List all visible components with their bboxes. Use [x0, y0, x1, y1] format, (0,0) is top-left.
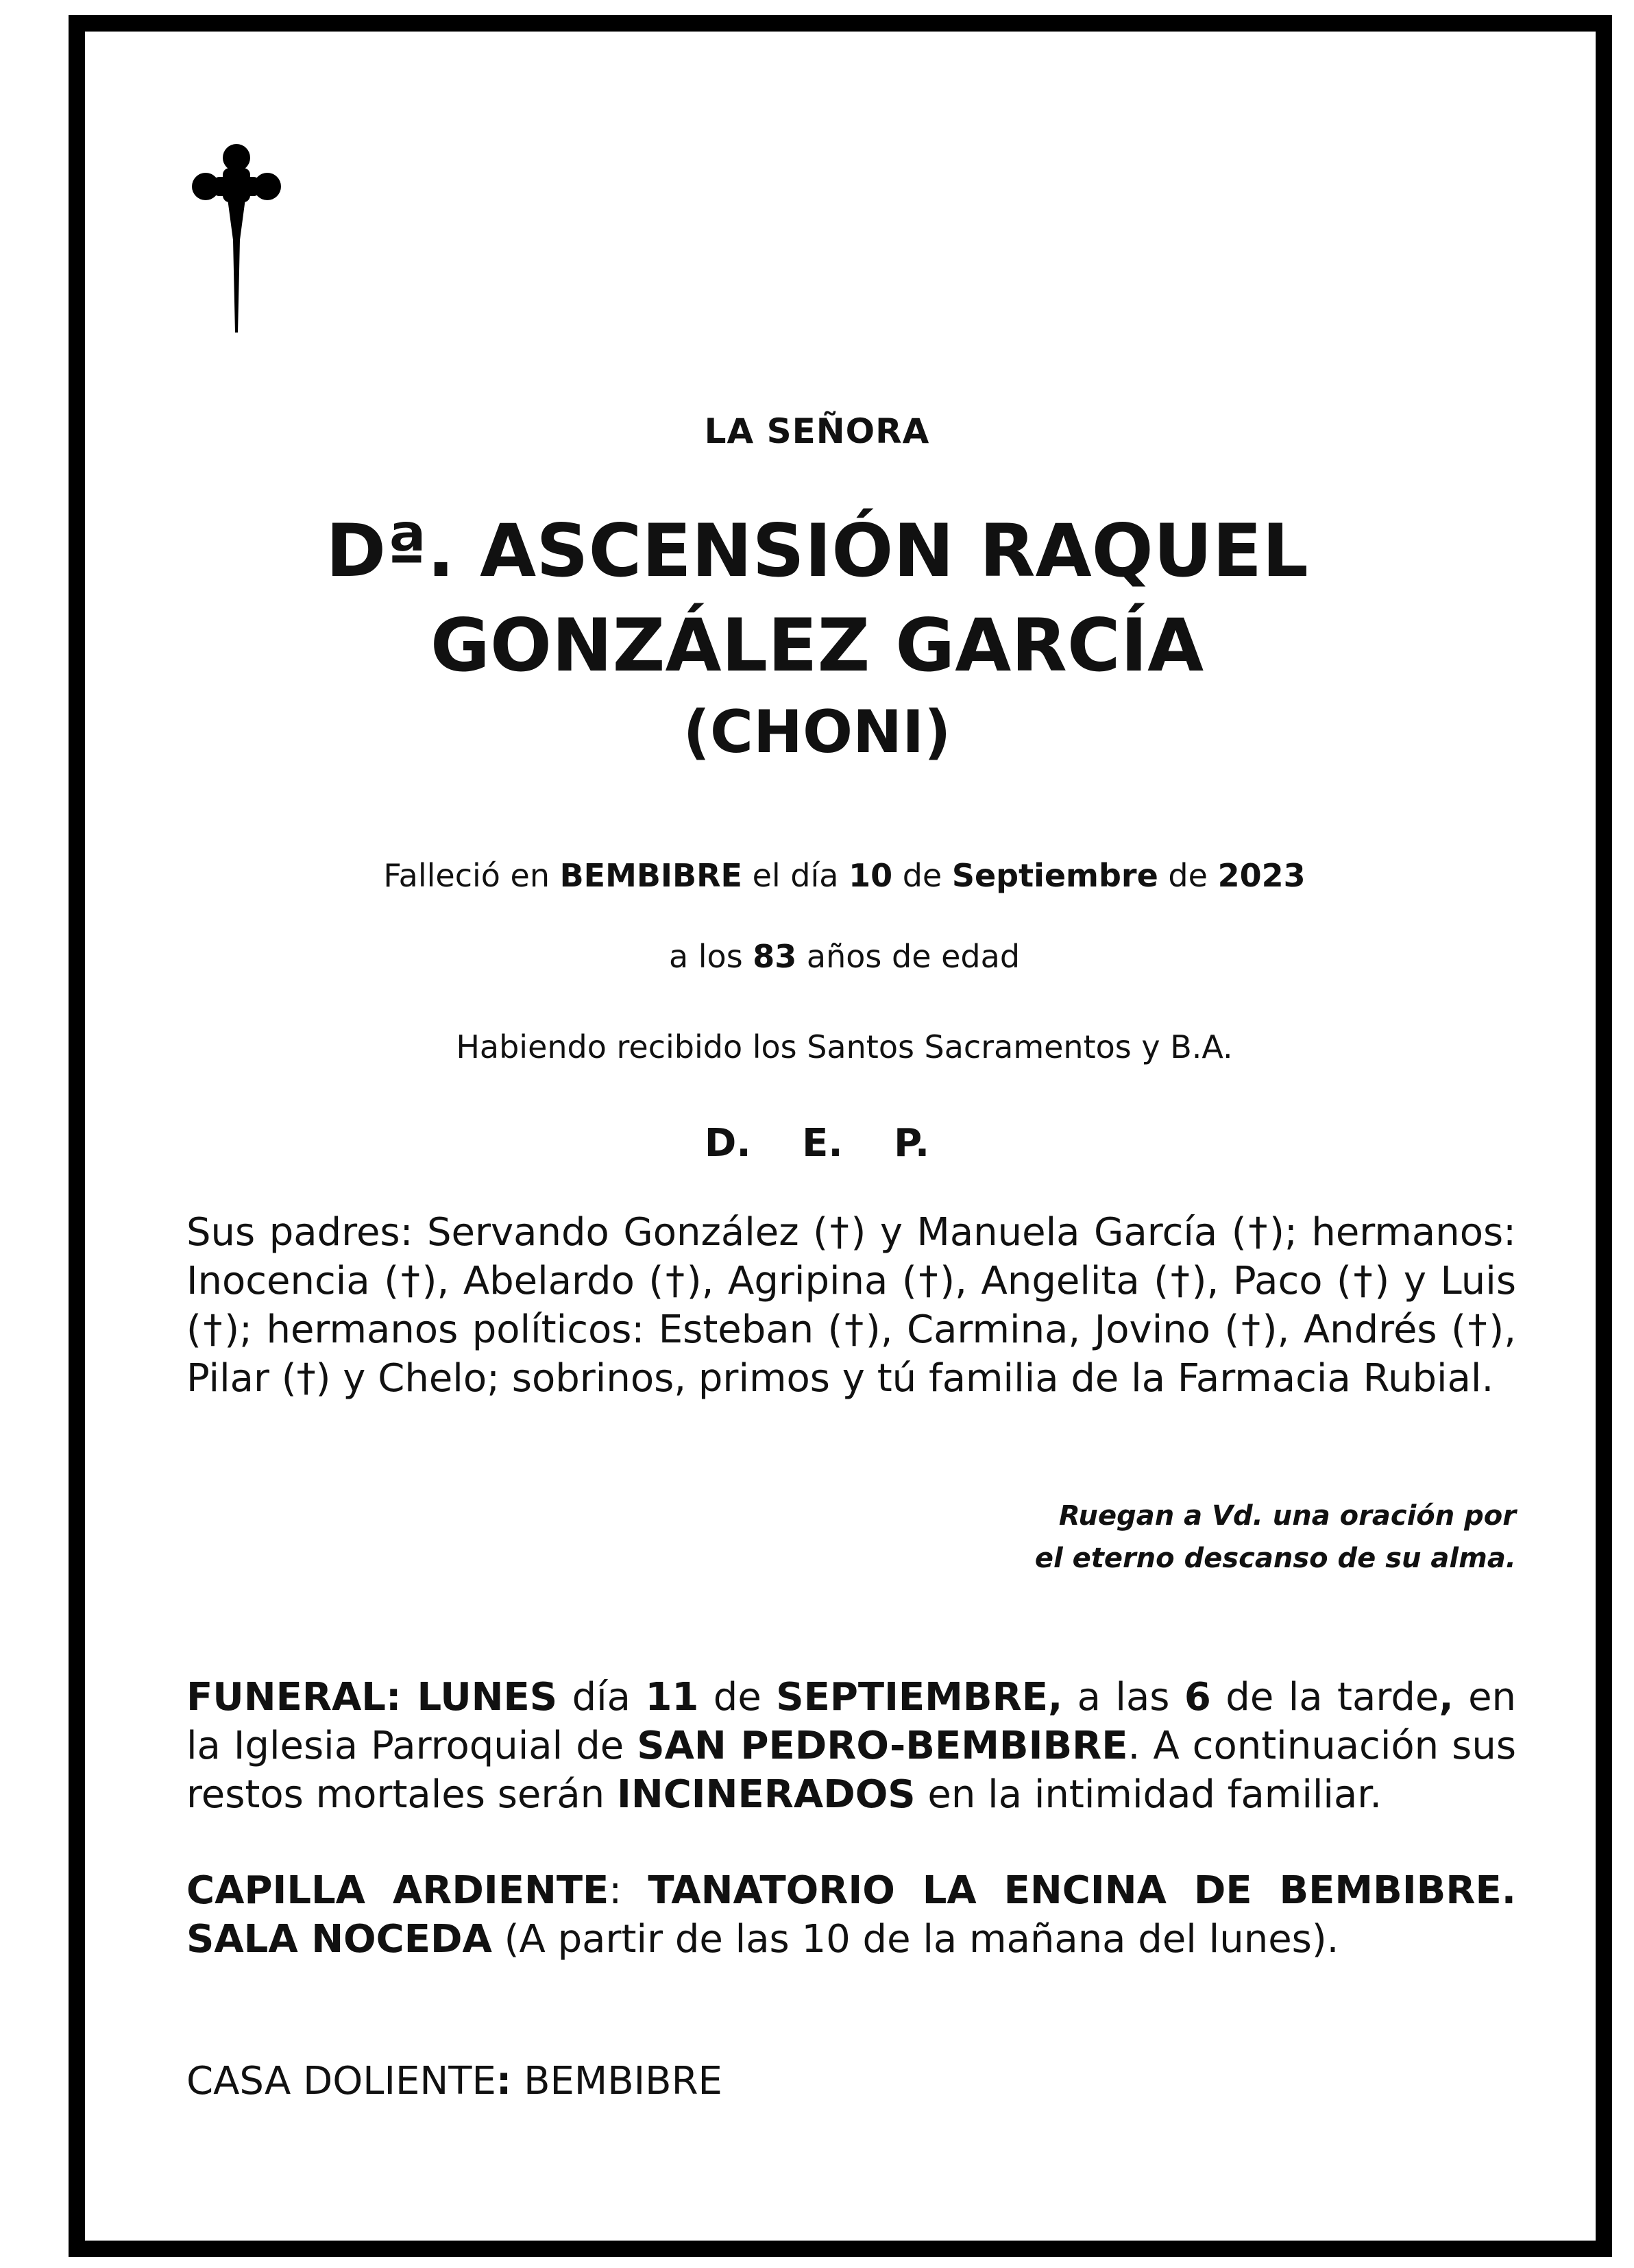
name-line-1: Dª. ASCENSIÓN RAQUEL: [326, 509, 1308, 593]
prayer-line-1: Ruegan a Vd. una oración por: [1058, 1500, 1516, 1532]
capilla-label: CAPILLA ARDIENTE: [186, 1868, 609, 1913]
deceased-alias: (CHONI): [683, 698, 951, 767]
death-year: 2023: [1217, 857, 1306, 894]
capilla-place: TANATORIO LA ENCINA DE BEMBIBRE. SALA NOCEDA: [186, 1868, 1516, 1962]
sacraments-info: Habiendo recibido los Santos Sacramentos y B.A.: [456, 1028, 1233, 1065]
prayer-request: [1035, 1495, 1516, 1580]
santiago-cross-icon: [185, 137, 288, 336]
death-place: BEMBIBRE: [559, 857, 742, 894]
funeral-text: de: [698, 1675, 777, 1720]
death-info: [27, 857, 1634, 894]
age-value: 83: [753, 938, 797, 975]
funeral-church: SAN PEDRO-BEMBIBRE: [637, 1724, 1128, 1768]
death-text: el día: [742, 857, 849, 894]
family-paragraph: Sus padres: Servando González (†) y Manuela García (†); hermanos: Inocencia (†), Abelardo (†), Agripina (†), Angelita (†), Paco (†) y Luis (†); hermanos políticos: Esteban (†), Carmina, Jovino (†), Andrés (†), Pilar (†) y Chelo; sobrinos, primos y tú familia de la Farmacia Rubial.: [186, 1210, 1516, 1401]
funeral-text: de la tarde: [1210, 1675, 1439, 1720]
funeral-month: SEPTIEMBRE,: [776, 1675, 1063, 1720]
death-text: de: [892, 857, 952, 894]
capilla-colon: :: [609, 1868, 648, 1913]
funeral-hour: 6: [1184, 1675, 1211, 1720]
name-line-2: GONZÁLEZ GARCÍA: [430, 603, 1204, 688]
funeral-text: en la intimidad familiar.: [915, 1772, 1382, 1817]
death-day: 10: [849, 857, 893, 894]
funeral-text: . A continuación sus restos mortales serán: [186, 1724, 1516, 1817]
age-info: [27, 938, 1634, 975]
capilla-note: (A partir de las 10 de la mañana del lunes).: [491, 1917, 1339, 1962]
casa-paragraph: [186, 2057, 1516, 2106]
death-text: Falleció en: [383, 857, 560, 894]
funeral-comma: ,: [1439, 1675, 1454, 1720]
funeral-day: 11: [645, 1675, 699, 1720]
death-month: Septiembre: [951, 857, 1158, 894]
funeral-paragraph: [186, 1673, 1516, 1819]
dep-initials: D. E. P.: [704, 1121, 930, 1166]
capilla-paragraph: [186, 1866, 1516, 1964]
casa-place: BEMBIBRE: [511, 2059, 722, 2103]
prayer-line-2: el eterno descanso de su alma.: [1034, 1543, 1516, 1574]
death-text: de: [1158, 857, 1218, 894]
funeral-incinerados: INCINERADOS: [616, 1772, 916, 1817]
title-label: LA SEÑORA: [704, 411, 930, 451]
funeral-text: a las: [1062, 1675, 1184, 1720]
funeral-text: en la Iglesia Parroquial de: [186, 1675, 1517, 1768]
deceased-name: [0, 504, 1634, 693]
casa-colon: :: [496, 2059, 512, 2103]
age-text: a los: [668, 938, 753, 975]
age-text: años de edad: [796, 938, 1021, 975]
funeral-label: FUNERAL: LUNES: [186, 1675, 558, 1720]
casa-label: CASA DOLIENTE: [186, 2059, 496, 2103]
funeral-text: día: [557, 1675, 646, 1720]
